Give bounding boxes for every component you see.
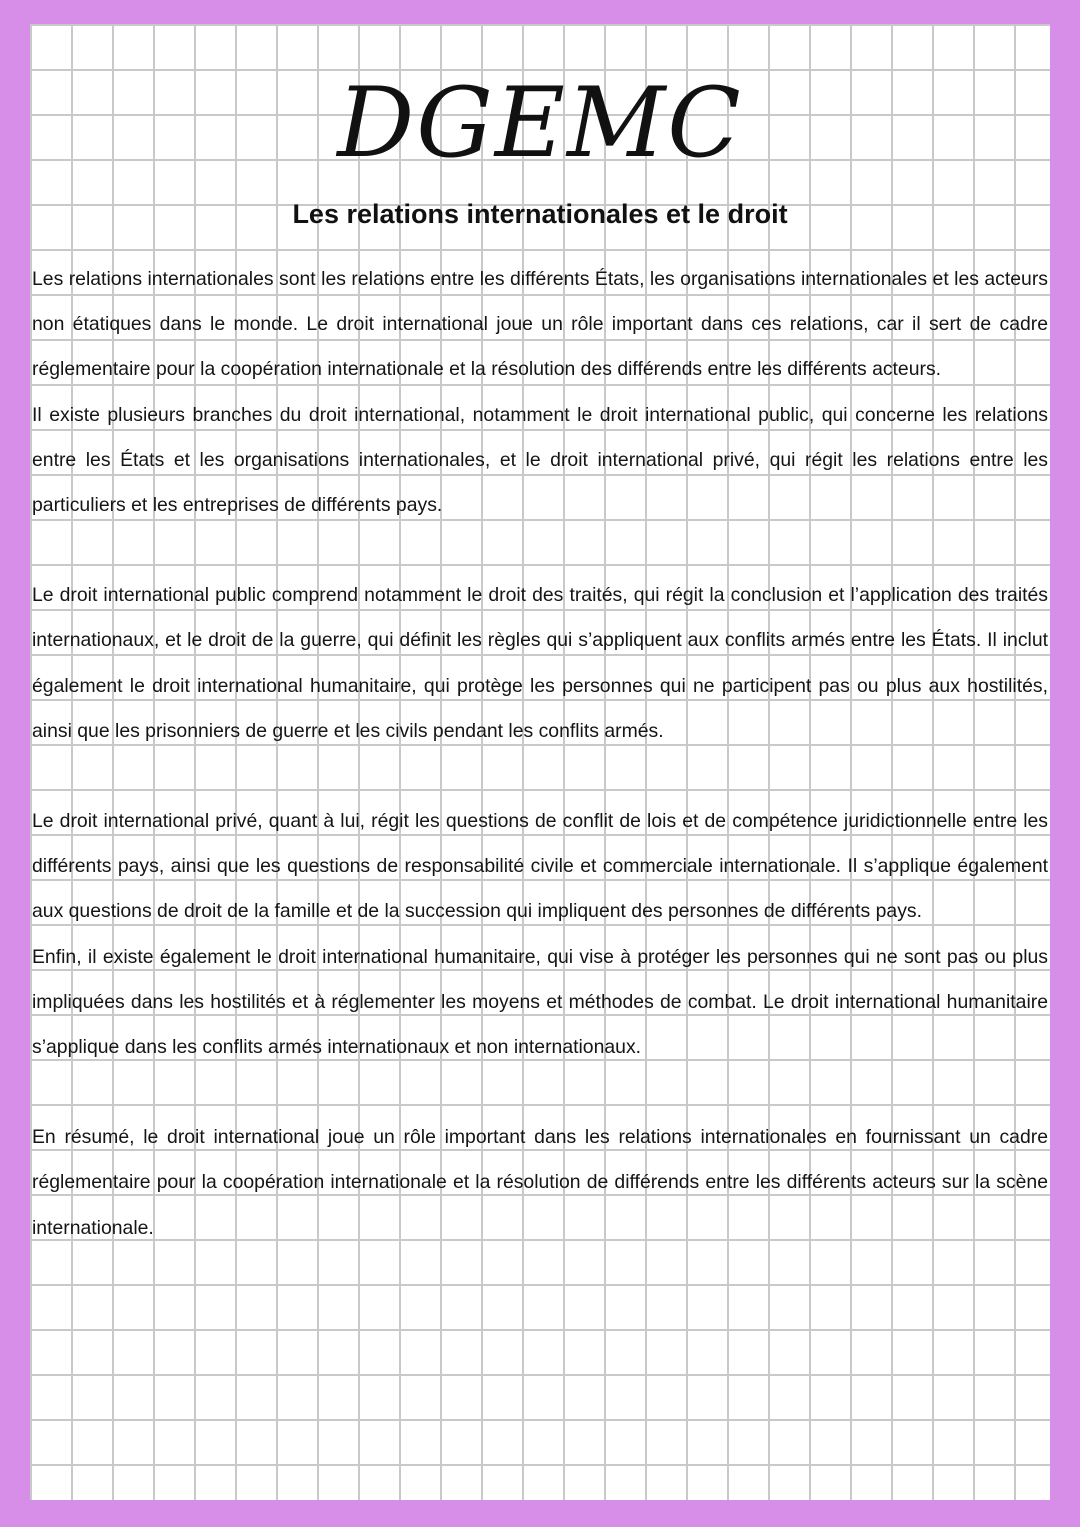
page-subtitle: Les relations internationales et le droit bbox=[292, 199, 788, 229]
paragraph-spacer bbox=[32, 754, 1048, 799]
paragraph-spacer bbox=[32, 528, 1048, 573]
paragraph-humanitarian-law: Enfin, il existe également le droit international humanitaire, qui vise à protéger les personnes qui ne sont pas ou plus impliquées dans les hostilités et à réglementer les moyens et méthodes de combat. Le droit international humanitaire s’applique dans les conflits armés internationaux et non internationaux. bbox=[32, 945, 1048, 1059]
paragraph-intro: Les relations internationales sont les relations entre les différents États, les organisations internationales et les acteurs non étatiques dans le monde. Le droit international joue un rôle important dans ces relations, car il sert de cadre réglementaire pour la coopération internationale et la résolution des différends entre les différents acteurs. bbox=[32, 268, 1048, 381]
paragraph-summary: En résumé, le droit international joue un rôle important dans les relations internationales en fournissant un cadre réglementaire pour la coopération internationale et la résolution de différends entre les différents acteurs sur la scène internationale. bbox=[32, 1126, 1048, 1239]
page-title: DGEMC bbox=[337, 67, 743, 179]
grid-paper-page bbox=[30, 24, 1050, 1500]
document-body bbox=[32, 257, 1048, 1251]
paragraph-branches: Il existe plusieurs branches du droit international, notamment le droit international public, qui concerne les relations entre les États et les organisations internationales, et le droit international privé, qui régit les relations entre les particuliers et les entreprises de différents pays. bbox=[32, 403, 1048, 517]
paragraph-private-law: Le droit international privé, quant à lui, régit les questions de conflit de lois et de compétence juridictionnelle entre les différents pays, ainsi que les questions de responsabilité civile et commerciale internationale. Il s’applique également aux questions de droit de la famille et de la succession qui impliquent des personnes de différents pays. bbox=[32, 810, 1048, 923]
paragraph-spacer bbox=[32, 1070, 1048, 1115]
paragraph-public-law: Le droit international public comprend notamment le droit des traités, qui régit la conclusion et l’application des traités internationaux, et le droit de la guerre, qui définit les règles qui s’appliquent aux conflits armés entre les États. Il inclut également le droit international humanitaire, qui protège les personnes qui ne participent pas ou plus aux hostilités, ainsi que les prisonniers de guerre et les civils pendant les conflits armés. bbox=[32, 584, 1048, 742]
